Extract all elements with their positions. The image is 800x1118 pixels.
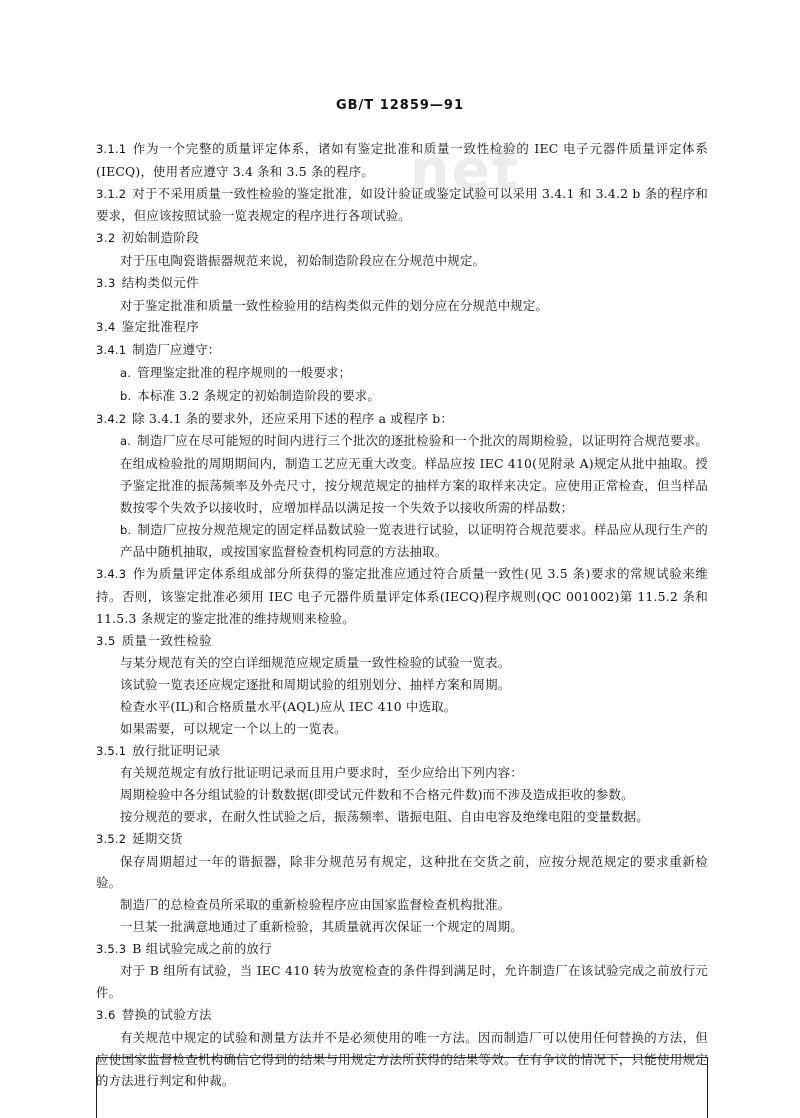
paragraph-text: 对于 B 组所有试验，当 IEC 410 转为放宽检查的条件得到满足时，允许制造厂在该试验完成之前放行元件。 bbox=[96, 963, 708, 1001]
paragraph bbox=[96, 250, 708, 272]
paragraph-text: 制造厂的总检查员所采取的重新检验程序应由国家监督检查机构批准。 bbox=[120, 897, 511, 913]
clause-number: 3.4.1 bbox=[96, 343, 127, 358]
clause-number: 3.5 bbox=[96, 633, 116, 648]
paragraph bbox=[96, 652, 708, 674]
clause-number: 3.4.2 bbox=[96, 411, 127, 426]
paragraph-text: 制造厂应遵守： bbox=[132, 342, 221, 358]
watermark: net bbox=[410, 138, 521, 203]
paragraph bbox=[96, 828, 708, 851]
paragraph-text: 一旦某一批满意地通过了重新检验，其质量就再次保证一个规定的周期。 bbox=[120, 918, 523, 934]
paragraph bbox=[96, 272, 708, 295]
paragraph bbox=[96, 806, 708, 828]
clause-number: 3.1.1 bbox=[96, 142, 127, 156]
paragraph-text: 制造厂应在尽可能短的时间内进行三个批次的逐批检验和一个批次的周期检验，以证明符合规范要求。在组成检验批的周期期间内，制造工艺应无重大改变。样品应按 IEC 410(见附录 A)规定从批中抽取。授予鉴定批准的振荡频率及外壳尺寸，按分规范规定的抽样方案的取样来决定。应使用正常检查，但当样品数按零个失效予以接收时，应增加样品以满足按一个失效予以接收所需的样品数； bbox=[120, 433, 708, 515]
paragraph-text: 有关规范规定有放行批证明记录而且用户要求时，至少应给出下列内容： bbox=[120, 765, 523, 781]
paragraph bbox=[96, 339, 708, 362]
paragraph-text: 如果需要，可以规定一个以上的一览表。 bbox=[120, 720, 347, 736]
paragraph bbox=[96, 762, 708, 784]
clause-number: 3.5.3 bbox=[96, 941, 127, 956]
clause-number: 3.3 bbox=[96, 275, 116, 290]
paragraph-text: 放行批证明记录 bbox=[132, 742, 221, 758]
paragraph bbox=[96, 563, 708, 629]
paragraph-text: 有关规范中规定的试验和测量方法并不是必须使用的唯一方法。因而制造厂可以使用任何替换的方法，但应使国家监督检查机构确信它得到的结果与用规定方法所获得的结果等效。在有争议的情况下，只能使用规定的方法进行判定和仲裁。 bbox=[96, 1029, 708, 1089]
paragraph bbox=[96, 519, 708, 564]
paragraph bbox=[96, 408, 708, 431]
clause-number: 3.5.1 bbox=[96, 743, 127, 758]
clause-number: 3.5.2 bbox=[96, 831, 127, 846]
paragraph-text: 检查水平(IL)和合格质量水平(AQL)应从 IEC 410 中选取。 bbox=[120, 698, 457, 714]
paragraph bbox=[96, 295, 708, 317]
paragraph bbox=[96, 630, 708, 653]
paragraph-text: 鉴定批准程序 bbox=[121, 319, 200, 335]
paragraph-text: 质量一致性检验 bbox=[121, 632, 213, 648]
paragraph-text: 制造厂应按分规范规定的固定样品数试验一览表进行试验，以证明符合规范要求。样品应从现行生产的产品中随机抽取，或按国家监督检查机构同意的方法抽取。 bbox=[120, 521, 708, 560]
clause-number: a. bbox=[120, 365, 132, 380]
paragraph-text: 对于压电陶瓷谐振器规范来说，初始制造阶段应在分规范中规定。 bbox=[120, 252, 486, 268]
clause-number: b. bbox=[120, 388, 132, 403]
paragraph bbox=[96, 362, 708, 385]
footer-box bbox=[96, 1057, 708, 1118]
paragraph bbox=[96, 696, 708, 718]
paragraph-text: 按分规范的要求，在耐久性试验之后，振荡频率、谐振电阻、自由电容及绝缘电阻的变量数据。 bbox=[120, 808, 649, 824]
paragraph bbox=[96, 851, 708, 895]
paragraph bbox=[96, 894, 708, 916]
paragraph bbox=[96, 316, 708, 339]
paragraph-text: B 组试验完成之前的放行 bbox=[132, 940, 272, 956]
clause-number: a. bbox=[120, 434, 132, 449]
clause-number: 3.1.2 bbox=[96, 186, 127, 201]
clause-number: 3.6 bbox=[96, 1008, 116, 1023]
paragraph-text: 结构类似元件 bbox=[121, 274, 200, 290]
paragraph-text: 初始制造阶段 bbox=[121, 230, 200, 246]
clause-number: 3.4 bbox=[96, 320, 116, 335]
paragraph bbox=[96, 718, 708, 740]
paragraph-text: 该试验一览表还应规定逐批和周期试验的组别划分、抽样方案和周期。 bbox=[120, 677, 511, 693]
paragraph-text: 与某分规范有关的空白详细规范应规定质量一致性检验的试验一览表。 bbox=[120, 655, 511, 671]
paragraph bbox=[96, 227, 708, 250]
paragraph bbox=[96, 916, 708, 938]
paragraph-text: 本标准 3.2 条规定的初始制造阶段的要求。 bbox=[137, 387, 380, 403]
paragraph-text: 保存周期超过一年的谐振器，除非分规范另有规定，这种批在交货之前，应按分规范规定的要求重新检验。 bbox=[96, 853, 708, 891]
document-body bbox=[96, 138, 708, 1092]
paragraph bbox=[96, 385, 708, 408]
paragraph bbox=[96, 430, 708, 518]
clause-number: 3.2 bbox=[96, 231, 116, 246]
standard-code-header: GB/T 12859—91 bbox=[335, 98, 465, 113]
paragraph-text: 管理鉴定批准的程序规则的一般要求； bbox=[137, 364, 352, 380]
paragraph bbox=[96, 1004, 708, 1027]
paragraph bbox=[96, 960, 708, 1004]
paragraph bbox=[96, 138, 708, 183]
paragraph bbox=[96, 740, 708, 763]
paragraph-text: 周期检验中各分组试验的计数数据(即受试元件数和不合格元件数)而不涉及造成拒收的参数。 bbox=[120, 787, 634, 803]
clause-number: 3.4.3 bbox=[96, 567, 127, 582]
paragraph bbox=[96, 938, 708, 961]
paragraph-text: 作为质量评定体系组成部分所获得的鉴定批准应通过符合质量一致性(见 3.5 条)要求的常规试验来维持。否则，该鉴定批准必须用 IEC 电子元器件质量评定体系(IECQ)程序规则(QC 001002)第 11.5.2 条和 11.5.3 条规定的鉴定批准的维持规则来检验。 bbox=[96, 566, 708, 626]
paragraph-text: 对于鉴定批准和质量一致性检验用的结构类似元件的划分应在分规范中规定。 bbox=[120, 297, 549, 313]
clause-number: b. bbox=[120, 522, 132, 537]
paragraph bbox=[96, 183, 708, 228]
paragraph-text: 延期交货 bbox=[132, 830, 183, 846]
paragraph-text: 对于不采用质量一致性检验的鉴定批准，如设计验证或鉴定试验可以采用 3.4.1 和 3.4.2 b 条的程序和要求，但应该按照试验一览表规定的程序进行各项试验。 bbox=[96, 185, 708, 224]
paragraph-text: 作为一个完整的质量评定体系，诸如有鉴定批准和质量一致性检验的 IEC 电子元器件质量评定体系(IECQ)，使用者应遵守 3.4 条和 3.5 条的程序。 bbox=[96, 141, 708, 179]
paragraph-text: 替换的试验方法 bbox=[121, 1007, 213, 1023]
paragraph bbox=[96, 674, 708, 696]
paragraph bbox=[96, 784, 708, 806]
paragraph-text: 除 3.4.1 条的要求外，还应采用下述的程序 a 或程序 b： bbox=[132, 410, 454, 426]
